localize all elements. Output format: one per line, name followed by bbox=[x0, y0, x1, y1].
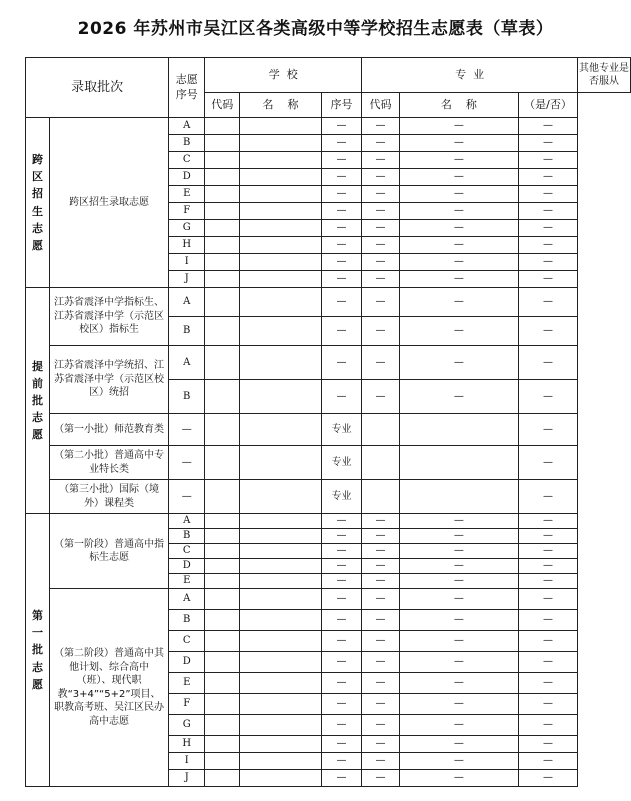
major-name-cell: — bbox=[399, 770, 518, 787]
seq-letter: C bbox=[169, 152, 205, 169]
major-seq-cell: — bbox=[321, 317, 361, 346]
major-seq-cell: — bbox=[321, 589, 361, 610]
obey-cell: — bbox=[518, 414, 577, 446]
subsection-early-sub3: （第一小批）师范教育类 bbox=[49, 414, 168, 446]
obey-cell: — bbox=[518, 152, 577, 169]
major-name-cell: — bbox=[399, 753, 518, 770]
major-code-cell: — bbox=[362, 237, 400, 254]
major-name-cell: — bbox=[399, 220, 518, 237]
seq-letter: D bbox=[169, 559, 205, 574]
major-seq-cell: — bbox=[321, 574, 361, 589]
school-code-cell[interactable] bbox=[205, 135, 240, 152]
major-name-cell: — bbox=[399, 317, 518, 346]
major-name-cell: — bbox=[399, 715, 518, 736]
seq-letter: — bbox=[169, 480, 205, 514]
school-name-cell[interactable] bbox=[240, 610, 322, 631]
section-label-first: 第一批志愿 bbox=[26, 514, 50, 787]
obey-cell: — bbox=[518, 254, 577, 271]
school-code-cell[interactable] bbox=[205, 186, 240, 203]
major-code-cell: — bbox=[362, 317, 400, 346]
school-code-cell[interactable] bbox=[205, 220, 240, 237]
seq-letter: D bbox=[169, 169, 205, 186]
form-row bbox=[26, 514, 631, 529]
seq-letter: E bbox=[169, 574, 205, 589]
seq-letter: J bbox=[169, 770, 205, 787]
seq-letter: J bbox=[169, 271, 205, 288]
obey-cell: — bbox=[518, 514, 577, 529]
school-name-cell[interactable] bbox=[240, 529, 322, 544]
application-form-table bbox=[25, 57, 631, 787]
major-code-cell: — bbox=[362, 673, 400, 694]
school-code-cell[interactable] bbox=[205, 237, 240, 254]
major-code-cell: — bbox=[362, 574, 400, 589]
major-seq-cell: — bbox=[321, 770, 361, 787]
obey-cell: — bbox=[518, 203, 577, 220]
major-name-cell: — bbox=[399, 559, 518, 574]
header-yesno: （是/否） bbox=[518, 93, 577, 118]
school-code-cell[interactable] bbox=[205, 203, 240, 220]
major-name-cell: — bbox=[399, 652, 518, 673]
school-code-cell[interactable] bbox=[205, 574, 240, 589]
seq-letter: A bbox=[169, 514, 205, 529]
major-code-cell[interactable] bbox=[362, 446, 400, 480]
school-code-cell[interactable] bbox=[205, 317, 240, 346]
major-name-cell: — bbox=[399, 736, 518, 753]
major-seq-cell: — bbox=[321, 169, 361, 186]
school-name-cell[interactable] bbox=[240, 237, 322, 254]
major-name-cell: — bbox=[399, 610, 518, 631]
major-code-cell: — bbox=[362, 186, 400, 203]
obey-cell: — bbox=[518, 631, 577, 652]
major-code-cell: — bbox=[362, 346, 400, 380]
obey-cell: — bbox=[518, 589, 577, 610]
seq-letter: B bbox=[169, 529, 205, 544]
obey-cell: — bbox=[518, 736, 577, 753]
major-name-cell: — bbox=[399, 152, 518, 169]
major-seq-cell: — bbox=[321, 544, 361, 559]
school-name-cell[interactable] bbox=[240, 514, 322, 529]
school-code-cell[interactable] bbox=[205, 514, 240, 529]
obey-cell: — bbox=[518, 317, 577, 346]
major-seq-cell: — bbox=[321, 652, 361, 673]
major-name-cell: — bbox=[399, 186, 518, 203]
seq-letter: G bbox=[169, 220, 205, 237]
major-seq-cell: — bbox=[321, 529, 361, 544]
obey-cell: — bbox=[518, 186, 577, 203]
major-code-cell: — bbox=[362, 589, 400, 610]
major-name-cell: — bbox=[399, 237, 518, 254]
major-code-cell: — bbox=[362, 288, 400, 317]
school-code-cell[interactable] bbox=[205, 346, 240, 380]
school-code-cell[interactable] bbox=[205, 715, 240, 736]
seq-letter: I bbox=[169, 254, 205, 271]
obey-cell: — bbox=[518, 529, 577, 544]
seq-letter: B bbox=[169, 317, 205, 346]
subsection-first-sub1: （第一阶段）普通高中指标生志愿 bbox=[49, 514, 168, 589]
seq-letter: H bbox=[169, 736, 205, 753]
school-name-cell[interactable] bbox=[240, 770, 322, 787]
obey-cell: — bbox=[518, 480, 577, 514]
school-name-cell[interactable] bbox=[240, 694, 322, 715]
school-name-cell[interactable] bbox=[240, 544, 322, 559]
major-code-cell[interactable] bbox=[362, 480, 400, 514]
school-code-cell[interactable] bbox=[205, 254, 240, 271]
header-batch: 录取批次 bbox=[26, 58, 169, 118]
school-name-cell[interactable] bbox=[240, 652, 322, 673]
major-name-cell: — bbox=[399, 254, 518, 271]
school-code-cell[interactable] bbox=[205, 544, 240, 559]
seq-letter: — bbox=[169, 446, 205, 480]
major-name-cell: — bbox=[399, 673, 518, 694]
major-code-cell: — bbox=[362, 118, 400, 135]
seq-letter: A bbox=[169, 118, 205, 135]
section-label-early: 提前批志愿 bbox=[26, 288, 50, 514]
seq-letter: — bbox=[169, 414, 205, 446]
form-row bbox=[26, 414, 631, 446]
header-obey: 其他专业是否服从 bbox=[578, 58, 631, 93]
major-code-cell: — bbox=[362, 770, 400, 787]
form-row bbox=[26, 346, 631, 380]
major-seq-cell: — bbox=[321, 186, 361, 203]
subsection-cross-sub: 跨区招生录取志愿 bbox=[49, 118, 168, 288]
obey-cell: — bbox=[518, 673, 577, 694]
header-major-name: 名 称 bbox=[399, 93, 518, 118]
obey-cell: — bbox=[518, 118, 577, 135]
header-school-name: 名 称 bbox=[240, 93, 322, 118]
major-seq-cell: — bbox=[321, 346, 361, 380]
major-seq-cell: 专业 bbox=[321, 480, 361, 514]
major-seq-cell: — bbox=[321, 254, 361, 271]
page-title: 2026 年苏州市吴江区各类高级中等学校招生志愿表（草表） bbox=[77, 19, 554, 39]
major-code-cell: — bbox=[362, 631, 400, 652]
major-code-cell: — bbox=[362, 514, 400, 529]
school-name-cell[interactable] bbox=[240, 559, 322, 574]
obey-cell: — bbox=[518, 220, 577, 237]
header-seq: 志愿序号 bbox=[169, 58, 205, 118]
school-name-cell[interactable] bbox=[240, 271, 322, 288]
obey-cell: — bbox=[518, 694, 577, 715]
seq-letter: A bbox=[169, 288, 205, 317]
major-code-cell: — bbox=[362, 753, 400, 770]
subsection-early-sub2: 江苏省震泽中学统招、江苏省震泽中学（示范区校区）统招 bbox=[49, 346, 168, 414]
obey-cell: — bbox=[518, 288, 577, 317]
school-name-cell[interactable] bbox=[240, 186, 322, 203]
school-code-cell[interactable] bbox=[205, 610, 240, 631]
school-name-cell[interactable] bbox=[240, 589, 322, 610]
obey-cell: — bbox=[518, 770, 577, 787]
form-row bbox=[26, 288, 631, 317]
seq-letter: B bbox=[169, 610, 205, 631]
major-seq-cell: — bbox=[321, 631, 361, 652]
school-name-cell[interactable] bbox=[240, 380, 322, 414]
school-code-cell[interactable] bbox=[205, 631, 240, 652]
school-code-cell[interactable] bbox=[205, 589, 240, 610]
obey-cell: — bbox=[518, 715, 577, 736]
major-code-cell: — bbox=[362, 544, 400, 559]
major-seq-cell: — bbox=[321, 288, 361, 317]
seq-letter: I bbox=[169, 753, 205, 770]
major-code-cell: — bbox=[362, 694, 400, 715]
school-code-cell[interactable] bbox=[205, 770, 240, 787]
major-seq-cell: — bbox=[321, 152, 361, 169]
major-name-cell: — bbox=[399, 135, 518, 152]
major-name-cell: — bbox=[399, 346, 518, 380]
obey-cell: — bbox=[518, 610, 577, 631]
major-seq-cell: — bbox=[321, 135, 361, 152]
subsection-early-sub1: 江苏省震泽中学指标生、江苏省震泽中学（示范区校区）指标生 bbox=[49, 288, 168, 346]
school-code-cell[interactable] bbox=[205, 152, 240, 169]
school-name-cell[interactable] bbox=[240, 414, 322, 446]
school-name-cell[interactable] bbox=[240, 446, 322, 480]
subsection-early-sub4: （第二小批）普通高中专业特长类 bbox=[49, 446, 168, 480]
school-code-cell[interactable] bbox=[205, 118, 240, 135]
major-seq-cell: — bbox=[321, 220, 361, 237]
obey-cell: — bbox=[518, 574, 577, 589]
major-name-cell[interactable] bbox=[399, 480, 518, 514]
header-school: 学 校 bbox=[205, 58, 362, 93]
major-code-cell: — bbox=[362, 652, 400, 673]
obey-cell: — bbox=[518, 446, 577, 480]
obey-cell: — bbox=[518, 544, 577, 559]
school-code-cell[interactable] bbox=[205, 529, 240, 544]
major-name-cell[interactable] bbox=[399, 446, 518, 480]
school-name-cell[interactable] bbox=[240, 118, 322, 135]
school-name-cell[interactable] bbox=[240, 346, 322, 380]
school-code-cell[interactable] bbox=[205, 288, 240, 317]
major-seq-cell: 专业 bbox=[321, 414, 361, 446]
major-code-cell: — bbox=[362, 203, 400, 220]
major-code-cell: — bbox=[362, 169, 400, 186]
major-name-cell: — bbox=[399, 288, 518, 317]
seq-letter: F bbox=[169, 203, 205, 220]
major-seq-cell: — bbox=[321, 736, 361, 753]
major-seq-cell: — bbox=[321, 380, 361, 414]
major-name-cell: — bbox=[399, 271, 518, 288]
seq-letter: F bbox=[169, 694, 205, 715]
obey-cell: — bbox=[518, 652, 577, 673]
seq-letter: A bbox=[169, 589, 205, 610]
school-name-cell[interactable] bbox=[240, 288, 322, 317]
school-name-cell[interactable] bbox=[240, 317, 322, 346]
major-name-cell: — bbox=[399, 574, 518, 589]
header-major-code: 代码 bbox=[362, 93, 400, 118]
obey-cell: — bbox=[518, 380, 577, 414]
major-name-cell: — bbox=[399, 118, 518, 135]
major-seq-cell: — bbox=[321, 118, 361, 135]
seq-letter: D bbox=[169, 652, 205, 673]
school-code-cell[interactable] bbox=[205, 559, 240, 574]
seq-letter: E bbox=[169, 186, 205, 203]
school-name-cell[interactable] bbox=[240, 673, 322, 694]
school-name-cell[interactable] bbox=[240, 254, 322, 271]
school-code-cell[interactable] bbox=[205, 673, 240, 694]
obey-cell: — bbox=[518, 753, 577, 770]
major-code-cell: — bbox=[362, 559, 400, 574]
major-code-cell: — bbox=[362, 152, 400, 169]
school-name-cell[interactable] bbox=[240, 715, 322, 736]
major-name-cell: — bbox=[399, 169, 518, 186]
school-code-cell[interactable] bbox=[205, 169, 240, 186]
major-seq-cell: — bbox=[321, 715, 361, 736]
major-code-cell: — bbox=[362, 380, 400, 414]
major-name-cell: — bbox=[399, 380, 518, 414]
seq-letter: G bbox=[169, 715, 205, 736]
major-name-cell: — bbox=[399, 694, 518, 715]
major-seq-cell: — bbox=[321, 514, 361, 529]
major-code-cell: — bbox=[362, 529, 400, 544]
school-code-cell[interactable] bbox=[205, 446, 240, 480]
form-row bbox=[26, 118, 631, 135]
major-code-cell: — bbox=[362, 254, 400, 271]
section-label-cross: 跨区招生志愿 bbox=[26, 118, 50, 288]
form-row bbox=[26, 589, 631, 610]
major-seq-cell: — bbox=[321, 753, 361, 770]
school-name-cell[interactable] bbox=[240, 152, 322, 169]
header-major-seq: 序号 bbox=[321, 93, 361, 118]
major-seq-cell: — bbox=[321, 694, 361, 715]
school-name-cell[interactable] bbox=[240, 203, 322, 220]
school-code-cell[interactable] bbox=[205, 380, 240, 414]
major-name-cell: — bbox=[399, 589, 518, 610]
major-seq-cell: — bbox=[321, 271, 361, 288]
obey-cell: — bbox=[518, 135, 577, 152]
school-code-cell[interactable] bbox=[205, 480, 240, 514]
major-code-cell: — bbox=[362, 715, 400, 736]
school-name-cell[interactable] bbox=[240, 135, 322, 152]
seq-letter: C bbox=[169, 544, 205, 559]
school-name-cell[interactable] bbox=[240, 220, 322, 237]
school-code-cell[interactable] bbox=[205, 694, 240, 715]
major-name-cell: — bbox=[399, 203, 518, 220]
school-code-cell[interactable] bbox=[205, 271, 240, 288]
subsection-early-sub5: （第三小批）国际（境外）课程类 bbox=[49, 480, 168, 514]
school-code-cell[interactable] bbox=[205, 736, 240, 753]
obey-cell: — bbox=[518, 169, 577, 186]
school-name-cell[interactable] bbox=[240, 736, 322, 753]
seq-letter: B bbox=[169, 135, 205, 152]
school-code-cell[interactable] bbox=[205, 753, 240, 770]
major-code-cell[interactable] bbox=[362, 414, 400, 446]
school-name-cell[interactable] bbox=[240, 631, 322, 652]
major-name-cell: — bbox=[399, 514, 518, 529]
major-name-cell: — bbox=[399, 529, 518, 544]
school-name-cell[interactable] bbox=[240, 753, 322, 770]
school-code-cell[interactable] bbox=[205, 652, 240, 673]
major-code-cell: — bbox=[362, 271, 400, 288]
seq-letter: B bbox=[169, 380, 205, 414]
subsection-first-sub2: （第二阶段）普通高中其他计划、综合高中（班）、现代职教“3+4”“5+2”项目、职教高考班、吴江区民办高中志愿 bbox=[49, 589, 168, 787]
major-name-cell[interactable] bbox=[399, 414, 518, 446]
header-school-code: 代码 bbox=[205, 93, 240, 118]
seq-letter: C bbox=[169, 631, 205, 652]
form-row bbox=[26, 480, 631, 514]
major-seq-cell: — bbox=[321, 673, 361, 694]
school-name-cell[interactable] bbox=[240, 574, 322, 589]
school-name-cell[interactable] bbox=[240, 480, 322, 514]
major-seq-cell: — bbox=[321, 610, 361, 631]
school-name-cell[interactable] bbox=[240, 169, 322, 186]
seq-letter: H bbox=[169, 237, 205, 254]
form-row bbox=[26, 446, 631, 480]
major-seq-cell: — bbox=[321, 237, 361, 254]
header-major: 专 业 bbox=[362, 58, 578, 93]
major-seq-cell: — bbox=[321, 203, 361, 220]
major-seq-cell: 专业 bbox=[321, 446, 361, 480]
seq-letter: E bbox=[169, 673, 205, 694]
major-seq-cell: — bbox=[321, 559, 361, 574]
major-code-cell: — bbox=[362, 135, 400, 152]
obey-cell: — bbox=[518, 237, 577, 254]
major-name-cell: — bbox=[399, 631, 518, 652]
major-code-cell: — bbox=[362, 220, 400, 237]
obey-cell: — bbox=[518, 346, 577, 380]
school-code-cell[interactable] bbox=[205, 414, 240, 446]
major-code-cell: — bbox=[362, 736, 400, 753]
obey-cell: — bbox=[518, 271, 577, 288]
major-code-cell: — bbox=[362, 610, 400, 631]
major-name-cell: — bbox=[399, 544, 518, 559]
obey-cell: — bbox=[518, 559, 577, 574]
seq-letter: A bbox=[169, 346, 205, 380]
